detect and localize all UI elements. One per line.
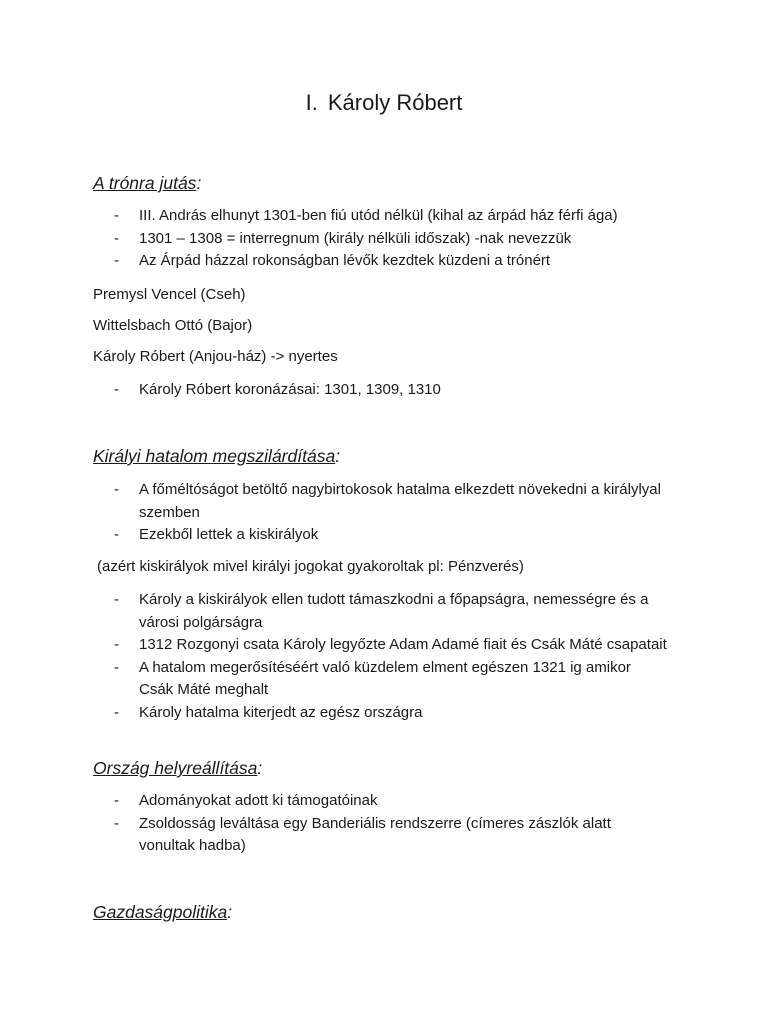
bullet-dash: - (114, 591, 119, 608)
section-heading-kiralyi-hatalom (93, 444, 340, 468)
bullet-list (0, 379, 669, 402)
list-item-text: A főméltóságot betöltő nagybirtokosok hatalma elkezdett növekedni a királylyal szemben (139, 481, 661, 521)
bullet-dash: - (114, 814, 119, 832)
list-item (0, 657, 669, 702)
heading-colon: : (227, 902, 233, 922)
list-item (0, 205, 669, 228)
list-item-text: Károly Róbert koronázásai: 1301, 1309, 1310 (139, 381, 441, 398)
paragraph: (azért kiskirályok mivel királyi jogokat gyakoroltak pl: Pénzverés) (97, 558, 524, 575)
section-heading-text: A trónra jutás (93, 173, 197, 193)
section-heading-orszag-helyreallitasa (93, 756, 262, 780)
list-item-text: Károly hatalma kiterjedt az egész országra (139, 703, 423, 721)
list-item-text: Ezekből lettek a kiskirályok (139, 526, 319, 543)
list-item-text: 1312 Rozgonyi csata Károly legyőzte Adam Adamé fiait és Csák Máté csapatait (139, 636, 667, 653)
paragraph: Wittelsbach Ottó (Bajor) (93, 317, 253, 334)
list-item (0, 228, 669, 251)
list-item (0, 702, 669, 725)
title-text: Károly Róbert (327, 90, 463, 115)
bullet-list (0, 479, 669, 547)
list-item-text: III. András elhunyt 1301-ben fiú utód nélkül (kihal az árpád ház férfi ága) (139, 207, 618, 224)
heading-colon: : (257, 758, 263, 778)
section-heading-gazdasagpolitika (93, 900, 232, 924)
bullet-list (0, 589, 669, 724)
list-item-text: Károly a kiskirályok ellen tudott támaszkodni a főpapságra, nemességre és a városi polgárságra (139, 591, 649, 631)
list-item-text: A hatalom megerősítéséért való küzdelem elment egészen 1321 ig amikor Csák Máté meghalt (139, 658, 631, 698)
heading-colon: : (196, 173, 202, 193)
list-item (0, 790, 669, 813)
list-item-text: 1301 – 1308 = interregnum (király nélküli időszak) -nak nevezzük (139, 229, 572, 247)
bullet-dash: - (114, 526, 119, 543)
heading-colon: : (335, 446, 341, 466)
paragraph: Károly Róbert (Anjou-ház) -> nyertes (93, 348, 338, 365)
list-item (0, 250, 669, 273)
title-number: I. (305, 90, 318, 115)
list-item-text: Az Árpád házzal rokonságban lévők kezdtek küzdeni a trónért (139, 252, 551, 269)
list-item (0, 589, 669, 634)
bullet-list (0, 205, 669, 273)
paragraph: Premysl Vencel (Cseh) (93, 286, 246, 303)
list-item (0, 524, 669, 547)
section-heading-tronra-jutas (93, 171, 201, 195)
section-heading-text: Királyi hatalom megszilárdítása (93, 446, 336, 466)
bullet-dash: - (114, 207, 119, 224)
bullet-dash: - (114, 792, 119, 809)
bullet-dash: - (114, 636, 119, 653)
list-item (0, 479, 669, 524)
list-item-text: Zsoldosság leváltása egy Banderiális rendszerre (címeres zászlók alatt vonultak hadba) (139, 814, 611, 854)
list-item (0, 813, 669, 858)
bullet-dash: - (114, 252, 119, 269)
list-item (0, 379, 669, 402)
bullet-dash: - (114, 229, 119, 247)
bullet-list (0, 790, 669, 858)
list-item-text: Adományokat adott ki támogatóinak (139, 792, 378, 809)
bullet-dash: - (114, 703, 119, 721)
bullet-dash: - (114, 658, 119, 676)
page-title (0, 88, 768, 118)
section-heading-text: Gazdaságpolitika (93, 902, 228, 922)
bullet-dash: - (114, 481, 119, 498)
bullet-dash: - (114, 381, 119, 398)
section-heading-text: Ország helyreállítása (93, 758, 258, 778)
list-item (0, 634, 669, 657)
